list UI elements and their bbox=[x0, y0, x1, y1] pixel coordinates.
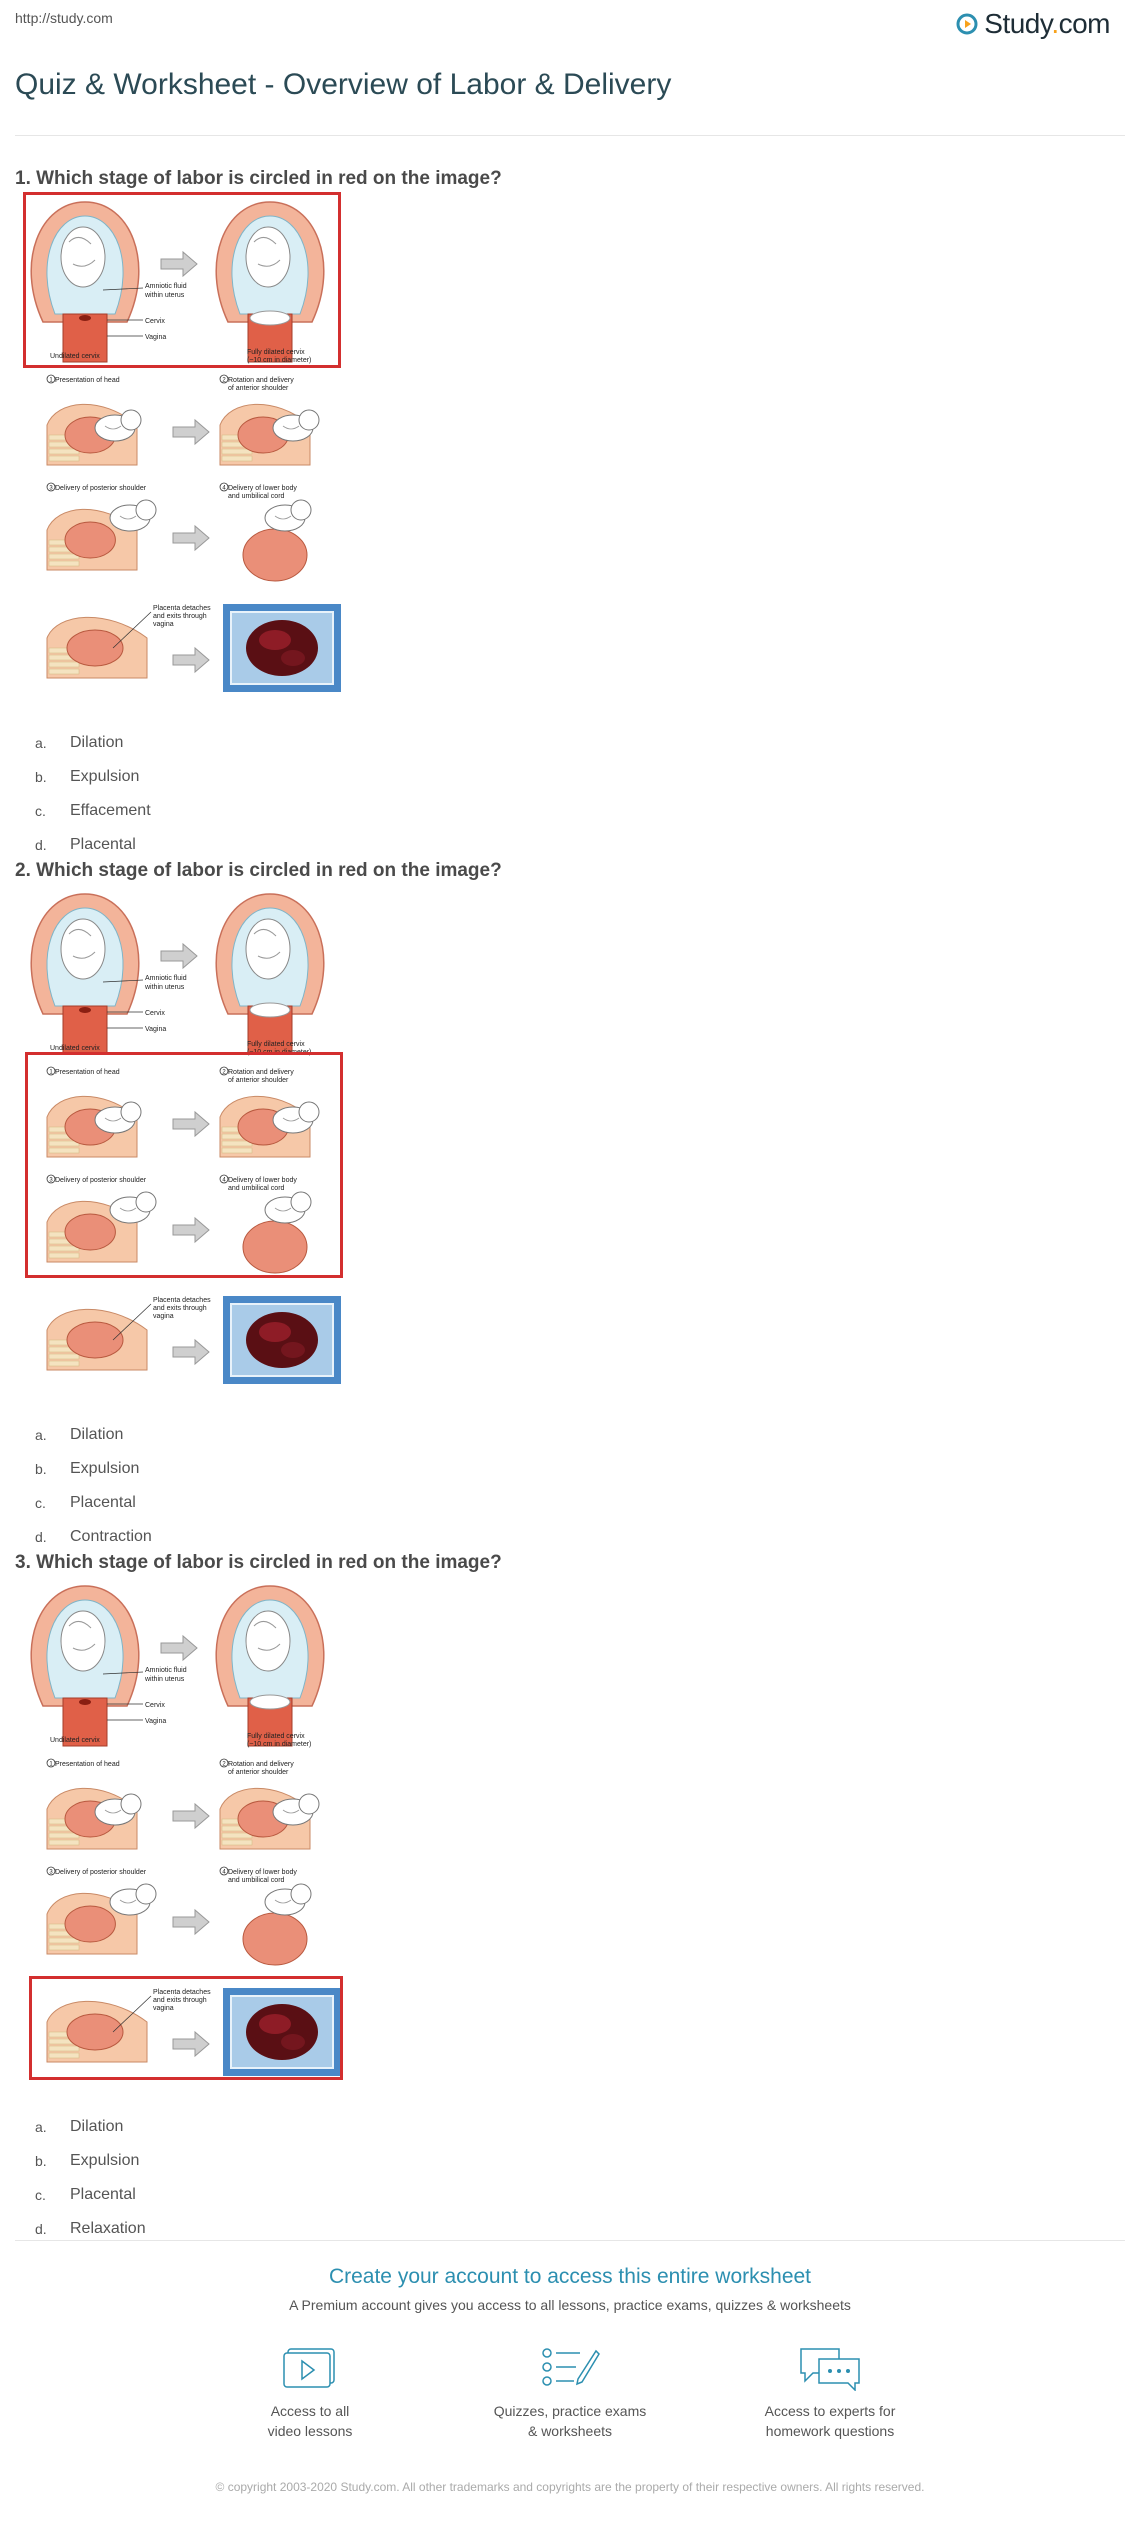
answer-option[interactable]: d. Placental bbox=[35, 836, 136, 853]
answer-option[interactable]: b. Expulsion bbox=[35, 1460, 140, 1477]
figure-label: and exits through bbox=[153, 1997, 207, 2004]
figure-label: and umbilical cord bbox=[228, 1185, 285, 1192]
feature-experts: Access to experts for homework questions bbox=[720, 2345, 940, 2441]
question-3 bbox=[15, 1552, 1115, 2246]
answer-list bbox=[15, 2110, 1115, 2246]
figure-label: Placenta detaches bbox=[153, 605, 211, 612]
arrow-icon bbox=[173, 1804, 209, 1828]
answer-option[interactable]: a. Dilation bbox=[35, 734, 124, 751]
figure-label: and umbilical cord bbox=[228, 493, 285, 500]
answer-list bbox=[15, 1418, 1115, 1554]
divider bbox=[15, 2240, 1125, 2241]
step-number: 3 bbox=[49, 1177, 53, 1184]
figure-label: Amniotic fluid bbox=[145, 975, 187, 982]
figure-label: Fully dilated cervix bbox=[247, 1733, 305, 1740]
answer-option[interactable]: a. Dilation bbox=[35, 2118, 124, 2135]
question-text: 3. Which stage of labor is circled in red on the image? bbox=[15, 1552, 502, 1573]
arrow-icon bbox=[173, 1340, 209, 1364]
answer-list bbox=[15, 726, 1115, 862]
figure-label: (~10 cm in diameter) bbox=[247, 357, 312, 364]
arrow-icon bbox=[161, 944, 197, 968]
dilation-stage bbox=[31, 1586, 324, 1748]
cta-subtitle: A Premium account gives you access to all lessons, practice exams, quizzes & worksheets bbox=[289, 2297, 851, 2313]
feature-video-lessons: Access to all video lessons bbox=[200, 2345, 420, 2441]
figure-label: of anterior shoulder bbox=[228, 385, 289, 392]
cta-title[interactable]: Create your account to access this entire worksheet bbox=[328, 2265, 812, 2288]
arrow-icon bbox=[173, 526, 209, 550]
arrow-icon bbox=[173, 648, 209, 672]
step-number: 4 bbox=[222, 1177, 226, 1184]
figure-label: Vagina bbox=[145, 334, 167, 341]
question-1 bbox=[15, 168, 1115, 862]
arrow-icon bbox=[173, 420, 209, 444]
figure-label: and exits through bbox=[153, 1305, 207, 1312]
expulsion-stage bbox=[47, 375, 319, 581]
question-text: 2. Which stage of labor is circled in red on the image? bbox=[15, 860, 502, 881]
figure-label: Vagina bbox=[145, 1718, 167, 1725]
highlight-box bbox=[25, 1052, 343, 1278]
figure-label: Presentation of head bbox=[55, 1761, 120, 1768]
step-number: 1 bbox=[49, 1069, 53, 1076]
figure-label: Undilated cervix bbox=[50, 1737, 100, 1744]
answer-option[interactable]: c. Placental bbox=[35, 1494, 136, 1511]
feature-list bbox=[0, 2345, 1140, 2441]
checklist-icon bbox=[540, 2345, 600, 2391]
arrow-icon bbox=[173, 1910, 209, 1934]
figure-label: Placenta detaches bbox=[153, 1989, 211, 1996]
answer-option[interactable]: c. Effacement bbox=[35, 802, 151, 819]
question-2 bbox=[15, 860, 1115, 1554]
figure-label: of anterior shoulder bbox=[228, 1769, 289, 1776]
figure-label: Fully dilated cervix bbox=[247, 1041, 305, 1048]
divider bbox=[15, 135, 1125, 136]
figure-label: Presentation of head bbox=[55, 1069, 120, 1076]
figure-label: Delivery of lower body bbox=[228, 485, 297, 492]
play-circle-icon bbox=[956, 13, 978, 35]
figure-label: Presentation of head bbox=[55, 377, 120, 384]
feature-quizzes: Quizzes, practice exams & worksheets bbox=[460, 2345, 680, 2441]
figure-label: Cervix bbox=[145, 318, 165, 325]
figure-label: vagina bbox=[153, 2005, 174, 2012]
chat-bubble-icon bbox=[799, 2345, 861, 2391]
figure-label: within uterus bbox=[145, 1676, 185, 1683]
figure-label: within uterus bbox=[145, 292, 185, 299]
step-number: 1 bbox=[49, 1761, 53, 1768]
figure-label: Cervix bbox=[145, 1702, 165, 1709]
figure-label: Fully dilated cervix bbox=[247, 349, 305, 356]
placental-stage bbox=[47, 1296, 341, 1384]
figure-label: Vagina bbox=[145, 1026, 167, 1033]
figure-label: vagina bbox=[153, 621, 174, 628]
question-text: 1. Which stage of labor is circled in red on the image? bbox=[15, 168, 502, 189]
answer-option[interactable]: d. Relaxation bbox=[35, 2220, 146, 2237]
figure-label: Amniotic fluid bbox=[145, 283, 187, 290]
figure-label: Delivery of posterior shoulder bbox=[55, 1869, 147, 1876]
figure-label: Amniotic fluid bbox=[145, 1667, 187, 1674]
step-number: 2 bbox=[222, 1761, 226, 1768]
figure-label: Undilated cervix bbox=[50, 1045, 100, 1052]
figure-label: Delivery of lower body bbox=[228, 1869, 297, 1876]
figure-label: Rotation and delivery bbox=[228, 1069, 294, 1076]
figure-label: vagina bbox=[153, 1313, 174, 1320]
figure-label: (~10 cm in diameter) bbox=[247, 1049, 312, 1056]
figure-label: of anterior shoulder bbox=[228, 1077, 289, 1084]
dilation-stage bbox=[31, 894, 324, 1056]
figure-label: Delivery of lower body bbox=[228, 1177, 297, 1184]
video-lesson-icon bbox=[282, 2345, 338, 2391]
answer-option[interactable]: a. Dilation bbox=[35, 1426, 124, 1443]
labor-stages-figure bbox=[25, 200, 365, 720]
figure-label: within uterus bbox=[145, 984, 185, 991]
arrow-icon bbox=[161, 1636, 197, 1660]
labor-stages-figure bbox=[25, 892, 365, 1412]
figure-label: Rotation and delivery bbox=[228, 377, 294, 384]
figure-label: Cervix bbox=[145, 1010, 165, 1017]
copyright-footer: © copyright 2003-2020 Study.com. All other trademarks and copyrights are the property of their respective owners. All rights reserved. bbox=[215, 2480, 925, 2494]
step-number: 1 bbox=[49, 377, 53, 384]
figure-label: Undilated cervix bbox=[50, 353, 100, 360]
source-url: http://study.com bbox=[15, 10, 113, 26]
figure-label: and umbilical cord bbox=[228, 1877, 285, 1884]
highlight-box bbox=[29, 1976, 343, 2080]
expulsion-stage bbox=[47, 1759, 319, 1965]
labor-stages-figure bbox=[25, 1584, 365, 2104]
answer-option[interactable]: b. Expulsion bbox=[35, 2152, 140, 2169]
placental-stage bbox=[47, 604, 341, 692]
answer-option[interactable]: c. Placental bbox=[35, 2186, 136, 2203]
step-number: 4 bbox=[222, 485, 226, 492]
logo-text: Study.com bbox=[984, 8, 1110, 39]
page-title: Quiz & Worksheet - Overview of Labor & Delivery bbox=[15, 68, 672, 101]
study-logo[interactable] bbox=[956, 8, 1110, 40]
step-number: 2 bbox=[222, 377, 226, 384]
figure-label: Delivery of posterior shoulder bbox=[55, 1177, 147, 1184]
highlight-box bbox=[23, 192, 341, 368]
step-number: 3 bbox=[49, 1869, 53, 1876]
step-number: 3 bbox=[49, 485, 53, 492]
step-number: 2 bbox=[222, 1069, 226, 1076]
figure-label: Rotation and delivery bbox=[228, 1761, 294, 1768]
figure-label: and exits through bbox=[153, 613, 207, 620]
step-number: 4 bbox=[222, 1869, 226, 1876]
figure-label: Placenta detaches bbox=[153, 1297, 211, 1304]
answer-option[interactable]: b. Expulsion bbox=[35, 768, 140, 785]
figure-label: (~10 cm in diameter) bbox=[247, 1741, 312, 1748]
answer-option[interactable]: d. Contraction bbox=[35, 1528, 152, 1545]
signup-cta bbox=[0, 2265, 1140, 2313]
figure-label: Delivery of posterior shoulder bbox=[55, 485, 147, 492]
